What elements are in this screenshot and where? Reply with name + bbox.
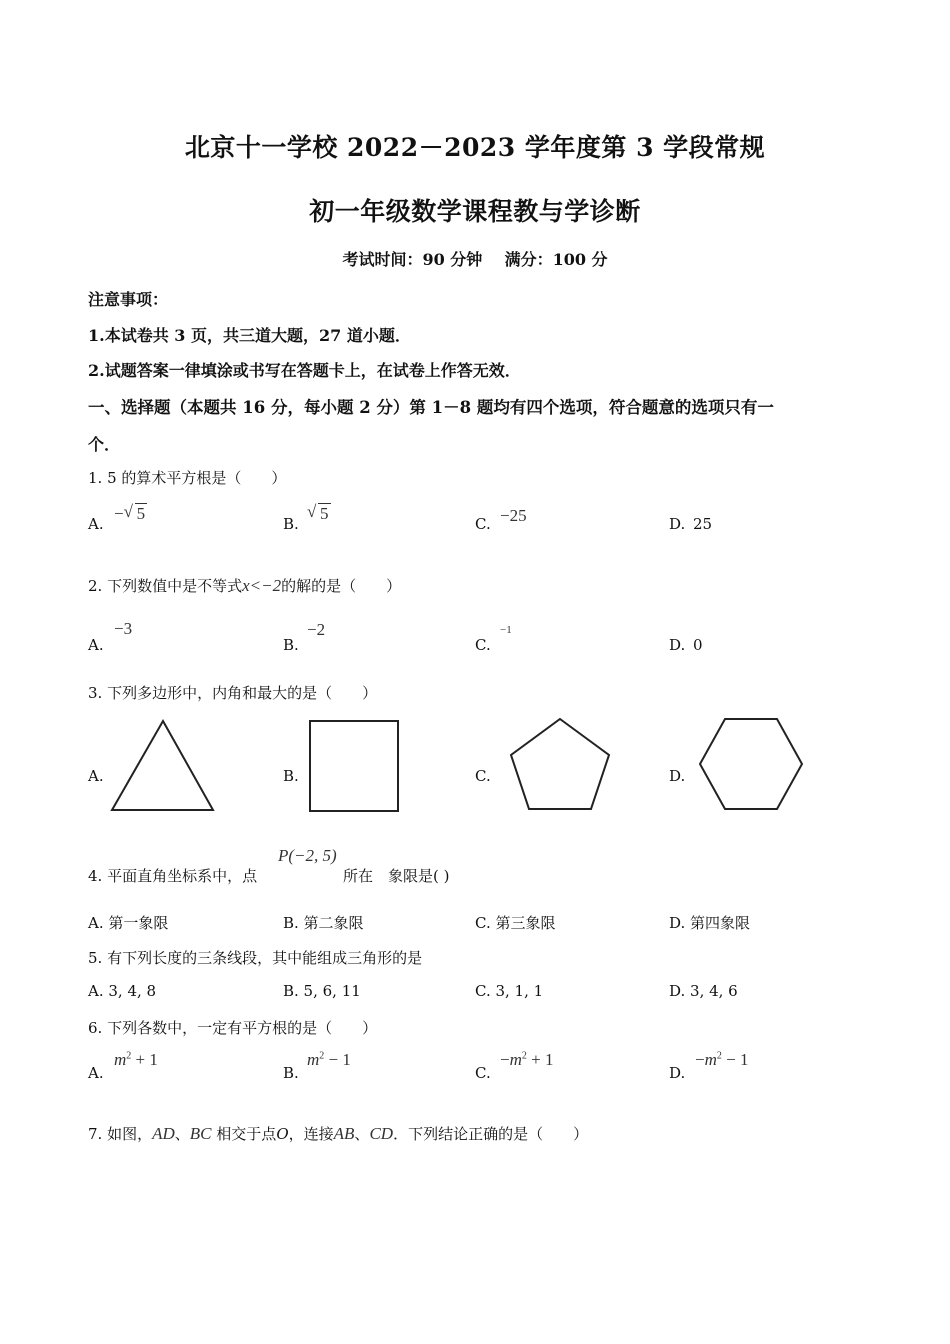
triangle-figure	[108, 717, 218, 815]
q2-label-d: D.	[669, 636, 686, 654]
q6-label-c: C.	[475, 1064, 491, 1082]
q1-option-d: 25	[693, 515, 713, 533]
q3-label-c: C.	[475, 767, 491, 785]
q6-label-d: D.	[669, 1064, 686, 1082]
q1-label-d: D.	[669, 515, 686, 533]
q4-option-a: A. 第一象限	[88, 914, 169, 932]
question-5-stem: 5. 有下列长度的三条线段，其中能组成三角形的是	[88, 949, 423, 967]
section-1-heading-cont: 个．	[88, 435, 121, 454]
q1-option-b: √ 5	[307, 502, 329, 523]
q6-option-c: $-m^2 + 1$	[500, 1050, 554, 1069]
q6-label-a: A.	[88, 1064, 104, 1082]
q2-label-c: C.	[475, 636, 491, 654]
notes-item-1: 1.本试卷共 3 页，共三道大题，27 道小题．	[88, 326, 411, 345]
q6-label-b: B.	[283, 1064, 299, 1082]
q6-option-b: $m^2 - 1$	[307, 1050, 351, 1069]
q1-label-c: C.	[475, 515, 491, 533]
question-4-stem-post: 所在 象限是( )	[343, 867, 450, 885]
question-4-point: P(−2, 5)	[278, 846, 337, 865]
title-line-2: 初一年级数学课程教与学诊断	[309, 197, 641, 226]
q4-option-b: B. 第二象限	[283, 914, 364, 932]
q4-option-d: D. 第四象限	[669, 914, 751, 932]
question-7-stem: 7. 如图，AD、BC 相交于点O，连接AB、CD．下列结论正确的是（ ）	[88, 1124, 589, 1143]
q2-option-a: −3	[114, 619, 133, 638]
q2-option-d: 0	[693, 636, 703, 654]
question-1-stem: 1. 5 的算术平方根是（ ）	[88, 469, 287, 487]
q6-option-d: $-m^2 - 1$	[695, 1050, 749, 1069]
q5-option-a: A. 3, 4, 8	[88, 982, 157, 1000]
question-4-stem-pre: 4. 平面直角坐标系中，点	[88, 867, 258, 885]
question-6-stem: 6. 下列各数中，一定有平方根的是（ ）	[88, 1019, 378, 1037]
q3-label-b: B.	[283, 767, 299, 785]
question-2-stem: 2. 下列数值中是不等式x<−2的解的是（ ）	[88, 576, 402, 595]
q2-option-c: −1	[500, 624, 512, 636]
q5-option-d: D. 3, 4, 6	[669, 982, 738, 1000]
q3-label-d: D.	[669, 767, 686, 785]
q1-label-a: A.	[88, 515, 104, 533]
q2-label-a: A.	[88, 636, 104, 654]
q1-option-c: −25	[500, 506, 527, 525]
q5-option-c: C. 3, 1, 1	[475, 982, 544, 1000]
q2-option-b: −2	[307, 620, 326, 639]
exam-info: 考试时间：90 分钟 满分：100 分	[342, 250, 608, 269]
q2-label-b: B.	[283, 636, 299, 654]
q1-label-b: B.	[283, 515, 299, 533]
square-figure	[307, 718, 401, 814]
q6-option-a: $m^2 + 1$	[114, 1050, 158, 1069]
question-3-stem: 3. 下列多边形中，内角和最大的是（ ）	[88, 684, 378, 702]
notes-item-2: 2.试题答案一律填涂或书写在答题卡上，在试卷上作答无效．	[88, 361, 521, 380]
title-line-1: 北京十一学校 2022－2023 学年度第 3 学段常规	[184, 133, 766, 162]
notes-heading: 注意事项：	[88, 290, 169, 309]
section-1-heading: 一、选择题（本题共 16 分，每小题 2 分）第 1－8 题均有四个选项，符合题意的选项只有一	[88, 398, 774, 417]
pentagon-figure	[507, 715, 613, 813]
hexagon-figure	[697, 716, 805, 812]
q3-label-a: A.	[88, 767, 104, 785]
q4-option-c: C. 第三象限	[475, 914, 556, 932]
q5-option-b: B. 5, 6, 11	[283, 982, 361, 1000]
q1-option-a: − √ 5	[114, 502, 146, 523]
